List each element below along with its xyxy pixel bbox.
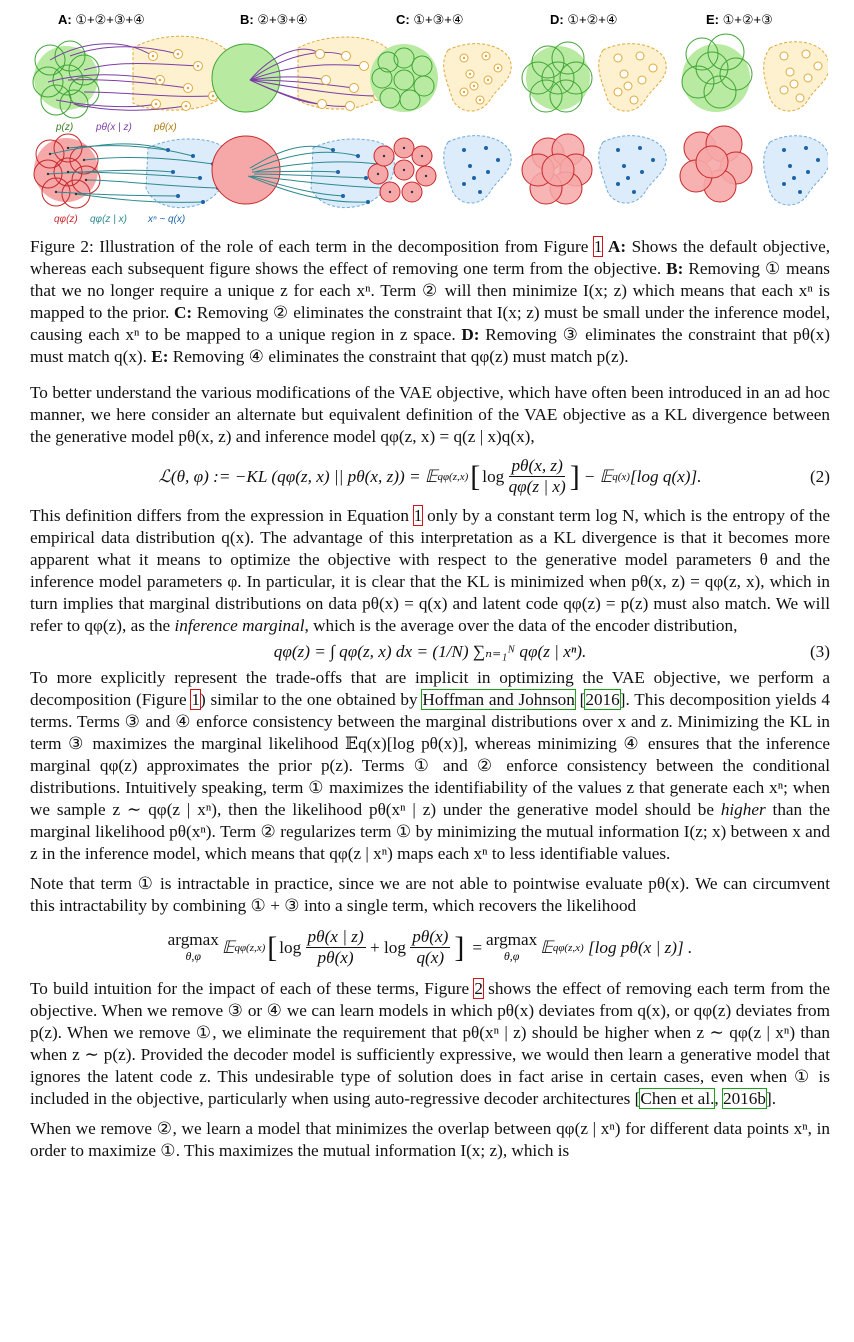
paragraph-5: To build intuition for the impact of each of these terms, Figure 2 shows the effect of removing each term from the objective. When we remove ③ or ④ we can learn models in which pθ(x) deviates from q(x), or qφ(z) deviates from p(z). When we remove ①, we eliminate the requirement that pθ(xⁿ | z) should be higher when z ∼ qφ(z | xⁿ) than when z ∼ p(z). Provided the decoder model is sufficiently expressive, we would then learn a generative model that ignores the latent code z. This undesirable type of solution does in fact arise in certain cases, even when ① is included in the objective, particularly when using auto-regressive decoder architectures [Chen et al., 2016b].	[30, 979, 830, 1108]
equation-1-link[interactable]: 1	[413, 506, 423, 525]
label-x-n-sample: xⁿ ~ q(x)	[148, 214, 186, 225]
figure-2-link[interactable]: 2	[474, 979, 483, 998]
citation-hoffman-johnson[interactable]: Hoffman and Johnson	[422, 690, 575, 709]
citation-chen-et-al-year[interactable]: 2016b	[722, 1089, 766, 1108]
equation-number-3: (3)	[809, 642, 830, 661]
figure-1-link[interactable]: 1	[593, 237, 603, 256]
label-p-z: p(z)	[56, 122, 74, 133]
bottom-labels	[54, 214, 185, 225]
panel-title-e: E: ①+②+③	[706, 12, 773, 27]
equation-2: ℒ(θ, φ) := −KL (qφ(z, x) || pθ(x, z)) = 𝔼 qφ(z,x) [ log pθ(x, z) qφ(z | x) ] − 𝔼 q(x) [log q(x)]. (2)	[158, 456, 830, 496]
label-p-theta-x-given-z: pθ(x | z)	[96, 122, 132, 133]
figure-caption: Figure 2: Illustration of the role of each term in the decomposition from Figure 1 A: Shows the default objective, whereas each subsequent figure shows the effect of removing one term from the objective. B: Removing ① means that we no longer require a unique z for each xⁿ. Term ② will then minimize I(x; z) which means that each xⁿ is mapped to the prior. C: Removing ② eliminates the constraint that I(x; z) must be small under the inference model, causing each xⁿ to be mapped to a unique region in z space. D: Removing ③ eliminates the constraint that pθ(x) must match q(x). E: Removing ④ eliminates the constraint that qφ(z) must match p(z).	[30, 237, 831, 366]
top-labels	[55, 122, 177, 133]
panel-titles	[58, 12, 773, 27]
panel-title-b: B: ②+③+④	[240, 12, 308, 27]
citation-hoffman-johnson-year[interactable]: 2016	[585, 690, 620, 709]
equation-3: qφ(z) = ∫ qφ(z, x) dx = (1/N) ∑ₙ₌₁ᴺ qφ(z | xⁿ). (3)	[273, 642, 830, 661]
paragraph-3: To more explicitly represent the trade-offs that are implicit in optimizing the VAE objective, we perform a decomposition (Figure 1) similar to the one obtained by Hoffman and Johnson [2016]. This decomposition yields 4 terms. Terms ③ and ④ enforce consistency between the marginal distributions over x and z. Minimizing the KL in term ③ maximizes the marginal likelihood 𝔼q(x)[log pθ(x)], whereas minimizing ④ ensures that the inference marginal qφ(z) approximates the prior p(z). Terms ① and ② enforce consistency between the conditional distributions. Intuitively speaking, term ① maximizes the identifiability of the values z that generate each xⁿ; when we sample z ∼ qφ(z | xⁿ), then the likelihood pθ(xⁿ | z) under the generative model should be higher than the marginal likelihood pθ(xⁿ). Term ② regularizes term ① by minimizing the mutual information I(z; x) between x and z in the inference model, which means that qφ(z | xⁿ) maps each xⁿ to less identifiable values.	[30, 668, 830, 863]
paper-body	[30, 236, 830, 1162]
panel-d-top	[522, 42, 666, 112]
citation-chen-et-al[interactable]: Chen et al.	[640, 1089, 715, 1108]
label-q-phi-z: qφ(z)	[54, 214, 78, 225]
paragraph-6: When we remove ②, we learn a model that minimizes the overlap between qφ(z | xⁿ) for different data points xⁿ, in order to maximize ①. This maximizes the mutual information I(x; z), which is	[30, 1119, 830, 1160]
panel-e-bottom	[680, 126, 828, 205]
panel-title-c: C: ①+③+④	[396, 12, 464, 27]
panel-e-top	[682, 34, 828, 112]
panel-b-bottom	[212, 136, 394, 208]
panel-b-top	[212, 37, 393, 112]
panel-title-a: A: ①+②+③+④	[58, 12, 145, 27]
label-p-theta-x: pθ(x)	[154, 122, 177, 133]
panel-d-bottom	[522, 134, 666, 204]
panel-c-top	[370, 44, 511, 112]
paragraph-2: This definition differs from the expression in Equation 1 only by a constant term log N, which is the entropy of the empirical data distribution q(x). The advantage of this interpretation as a KL divergence is that it becomes more apparent what it means to optimize the objective with respect to the generative model parameters θ and the inference model parameters φ. In particular, it is clear that the KL is minimized when pθ(x, z) = qφ(z, x), which in turn implies that marginal distributions on data pθ(x) = q(x) and latent code qφ(z) = p(z) must also match. We will refer to qφ(z), as the inference marginal, which is the average over the data of the encoder distribution,	[30, 506, 830, 635]
panel-title-d: D: ①+②+④	[550, 12, 618, 27]
label-q-phi-z-given-x: qφ(z | x)	[90, 214, 127, 225]
paragraph-4: Note that term ① is intractable in practice, since we are not able to pointwise evaluate pθ(x). We can circumvent this intractability by combining ① + ③ into a single term, which recovers the likelihood	[30, 874, 830, 915]
equation-number-2: (2)	[809, 466, 830, 486]
figure-1-link-2[interactable]: 1	[191, 690, 200, 709]
panel-a-bottom	[34, 134, 229, 208]
panel-a-top	[33, 36, 233, 118]
equation-4: argmax θ,φ 𝔼 qφ(z,x) [ log pθ(x | z) pθ(x) + log pθ(x) q(x) ] = argmax θ,φ 𝔼 qφ(z,x) [log pθ(x | z)] .	[167, 927, 693, 967]
paragraph-1: To better understand the various modifications of the VAE objective, which have often been introduced in an ad hoc manner, we here consider an alternate but equivalent definition of the VAE objective as a KL divergence between the generative model pθ(x, z) and inference model qφ(z, x) = q(z | x)q(x),	[30, 383, 830, 446]
figure-2-illustration	[28, 8, 828, 226]
